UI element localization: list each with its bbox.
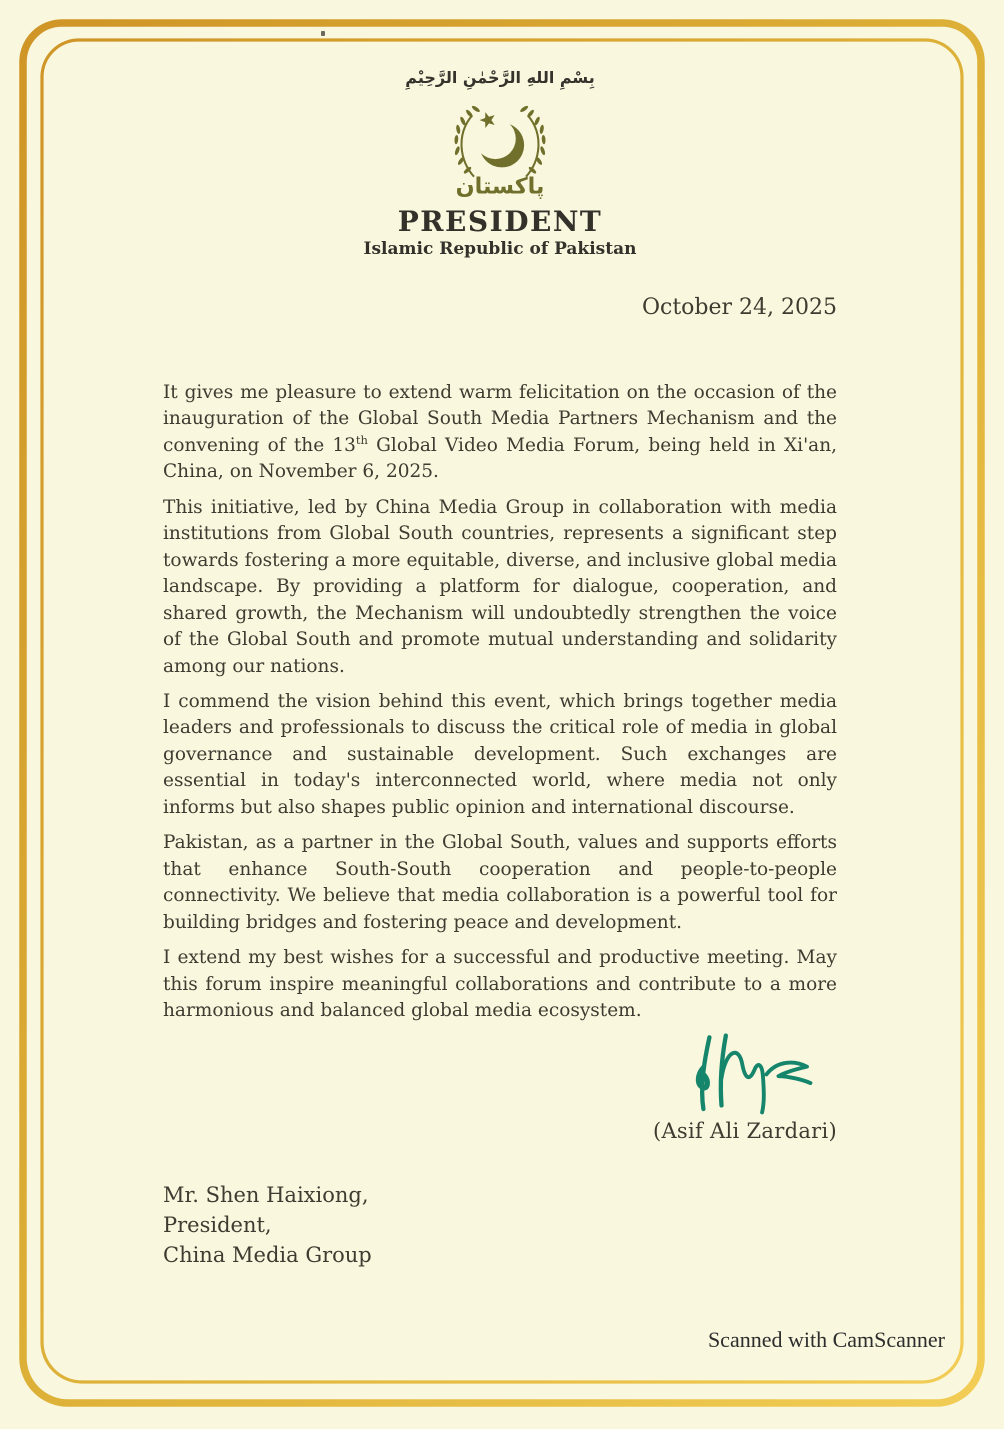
pakistan-emblem-icon [442, 95, 558, 199]
letter-content [163, 0, 837, 1271]
paragraph-2: This initiative, led by China Media Group in collaboration with media institutions from Global South countries, represents a significant step towards fostering a more equitable, diverse, and inclusive global media landscape. By providing a platform for dialogue, cooperation, and shared growth, the Mechanism will undoubtedly strengthen the voice of the Global South and promote mutual understanding and solidarity among our nations. [163, 496, 837, 677]
letter-body [163, 380, 837, 1024]
paragraph-1-text: It gives me pleasure to extend warm felicitation on the occasion of the inauguration of the Global South Media Partners Mechanism and the convening of the 13 [163, 382, 837, 456]
recipient-organization: China Media Group [163, 1243, 372, 1268]
emblem-urdu-motto: پاکستان [455, 173, 545, 199]
letterhead-title: PRESIDENT [397, 205, 603, 238]
paragraph-1 [163, 380, 837, 486]
bismillah-calligraphy: بِسْمِ اللهِ الرَّحْمٰنِ الرَّحِيْمِ [405, 68, 595, 87]
paragraph-1-text-cont: Global Video Media Forum, being held in Xi'an, China, on November 6, 2025. [163, 434, 837, 483]
signer-name: (Asif Ali Zardari) [652, 1119, 837, 1144]
letter-date: October 24, 2025 [641, 295, 837, 320]
paragraph-3: I commend the vision behind this event, which brings together media leaders and professionals to discuss the critical role of media in global governance and sustainable development. Such exchanges are essential in today's interconnected world, where media not only informs but also shapes public opinion and international discourse. [163, 690, 837, 818]
recipient-block [163, 1181, 837, 1270]
paragraph-4: Pakistan, as a partner in the Global South, values and supports efforts that enhance South-South cooperation and people-to-people connectivity. We believe that media collaboration is a powerful tool for building bridges and fostering peace and development. [163, 832, 837, 933]
paragraph-5: I extend my best wishes for a successful and productive meeting. May this forum inspire meaningful collaborations and contribute to a more harmonious and balanced global media ecosystem. [163, 947, 837, 1021]
recipient-name: Mr. Shen Haixiong, [163, 1183, 369, 1208]
recipient-title: President, [163, 1213, 272, 1238]
camscanner-watermark: Scanned with CamScanner [707, 1327, 945, 1352]
ordinal-superscript: th [355, 432, 368, 447]
letterhead-subtitle: Islamic Republic of Pakistan [363, 239, 637, 259]
signature-scribble [671, 1033, 829, 1115]
crescent-star-icon [475, 110, 524, 168]
signature-block [163, 1033, 837, 1143]
